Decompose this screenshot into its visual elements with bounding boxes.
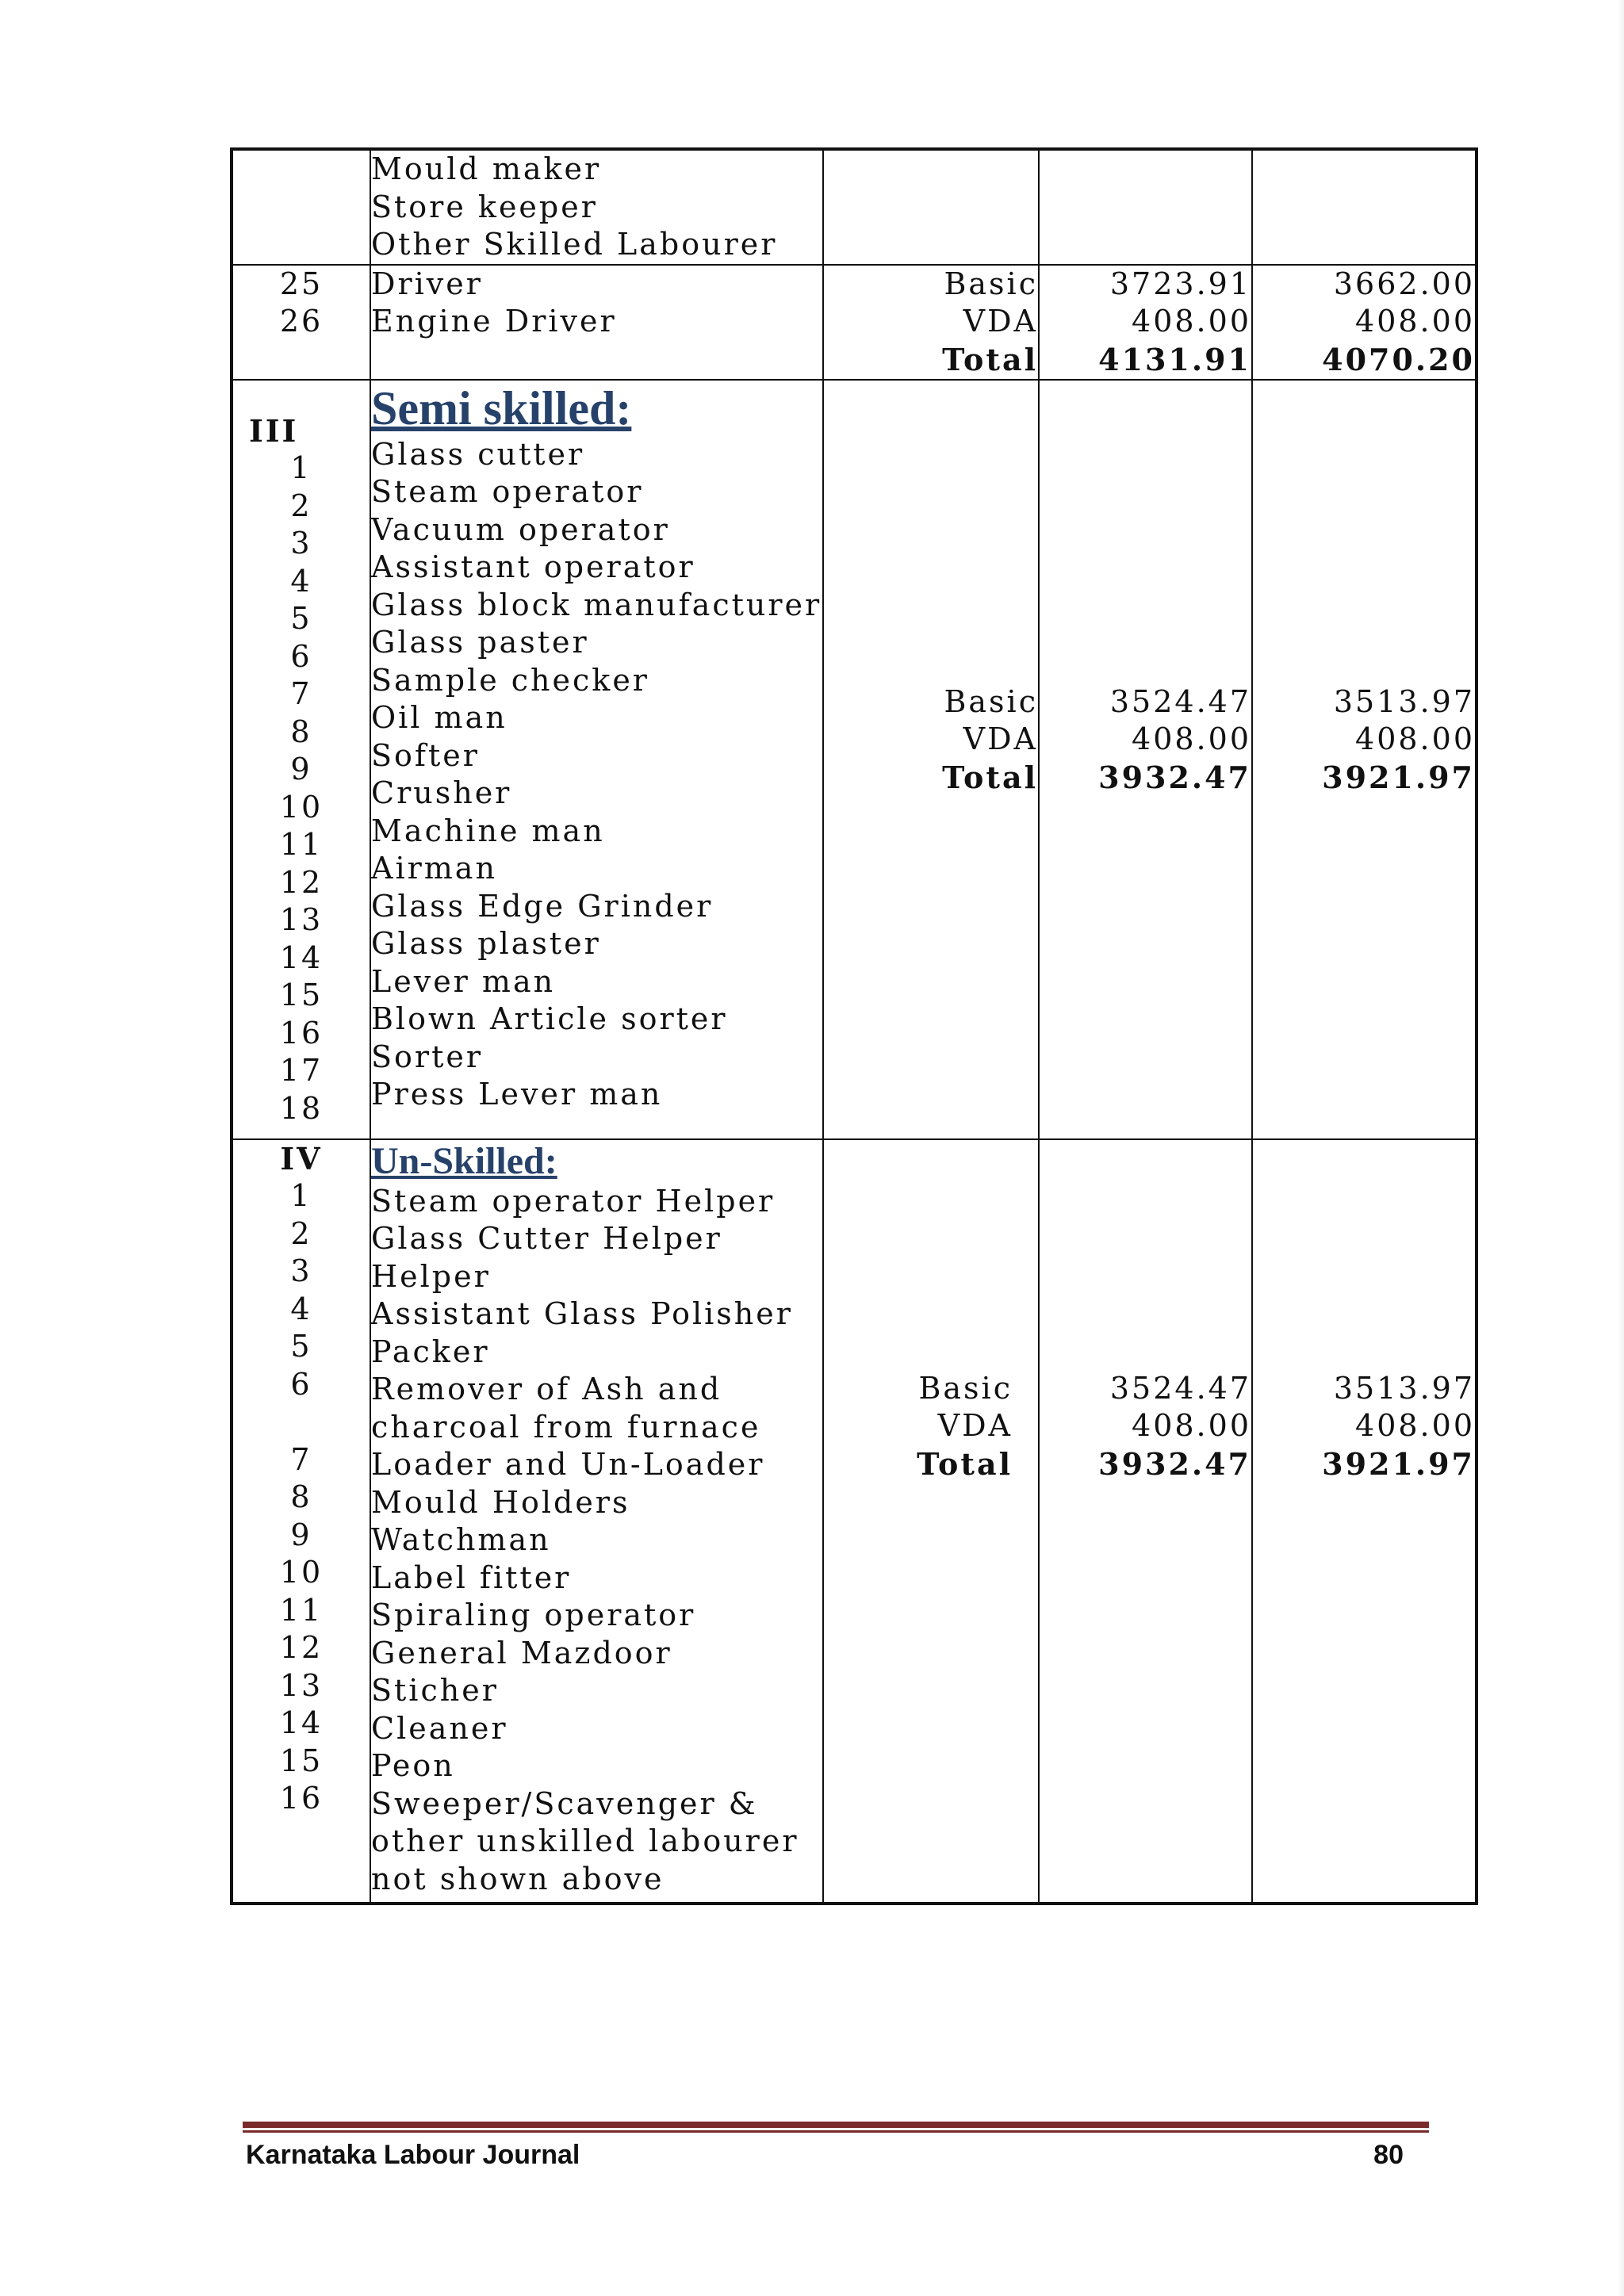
page-number: 80 [1373,2140,1404,2170]
designation: Other Skilled Labourer [371,227,778,262]
rate-basic: 3524.47 [1109,1370,1251,1406]
designation: Blown Article sorter [371,1001,728,1036]
designation-cell [370,1139,823,1904]
designation: Softer [371,737,480,773]
pay-head-total: Total [942,759,1038,795]
rate-total: 4131.91 [1098,341,1251,377]
serial-number: 3 [290,1253,312,1288]
rate-a-cell [1039,1139,1252,1904]
table-row-un-skilled [232,1139,1477,1904]
serial-number: 2 [290,1215,312,1251]
serial-number: 5 [290,1329,312,1364]
designation: Crusher [371,775,512,810]
designation-cell [370,380,823,1139]
pay-head-cell [823,1139,1039,1904]
rate-b-cell [1252,149,1477,265]
serial-number: 6 [290,638,312,674]
designation: Sorter [371,1039,483,1074]
serial-number: 6 [290,1366,312,1402]
category-heading: Un-Skilled: [371,1139,557,1182]
designation: Airman [371,851,497,886]
category-number: III [249,412,299,449]
designation: Peon [371,1748,455,1783]
wage-rate-table [230,147,1478,1905]
rate-a-cell [1039,380,1252,1139]
designation: not shown above [371,1861,665,1896]
designation: Glass cutter [371,436,585,472]
rate-a-cell [1039,149,1252,265]
serial-number: 10 [279,1555,324,1590]
designation: Sample checker [371,662,649,698]
pay-head-basic: Basic [944,683,1038,719]
serial-number: 7 [290,1441,312,1477]
designation: Engine Driver [371,304,617,339]
category-heading: Semi skilled: [371,381,632,434]
rate-total: 3921.97 [1322,1445,1475,1482]
designation: Glass plaster [371,926,601,961]
pay-head-basic: Basic [944,266,1038,301]
rate-basic: 3723.91 [1109,266,1251,301]
designation: Watchman [371,1522,551,1557]
designation: Remover of Ash and [371,1372,722,1406]
serial-number: 4 [290,1291,312,1326]
rate-b-cell [1252,380,1477,1139]
serial-number: 12 [279,864,324,900]
page-edge-shadow [1618,0,1624,2296]
rate-total: 3932.47 [1098,1445,1251,1482]
designation: Label fitter [371,1559,572,1595]
designation: Mould maker [371,151,602,186]
designation-cell [370,265,823,380]
table-row-continued [232,149,1477,265]
pay-head-total: Total [917,1445,1013,1482]
designation: Spiraling operator [371,1598,696,1632]
designation: General Mazdoor [371,1635,672,1670]
serial-number: 15 [279,1743,324,1778]
serial-number: 13 [279,902,324,937]
designation: Steam operator [371,474,644,509]
designation: Cleaner [371,1710,508,1746]
rate-vda: 408.00 [1132,1408,1251,1443]
serial-cell [232,380,370,1139]
serial-number: 3 [290,526,312,561]
serial-number: 12 [279,1630,324,1665]
serial-number: 9 [290,1517,312,1552]
rate-b-cell [1252,1139,1477,1904]
serial-cell [232,1139,370,1904]
pay-head-total: Total [942,341,1038,377]
designation: Lever man [371,963,556,999]
serial-number: 13 [279,1667,324,1703]
serial-number: 16 [279,1781,324,1816]
pay-head-cell [823,265,1039,380]
serial-number: 10 [279,789,324,825]
serial-number: 18 [279,1090,324,1126]
serial-number: 7 [290,676,312,711]
designation: Glass block manufacturer [371,587,822,622]
serial-number: 14 [279,939,324,975]
serial-number: 8 [290,1479,312,1514]
serial-number: 25 [279,266,324,301]
designation: Press Lever man [371,1077,663,1112]
serial-number: 11 [279,1592,324,1628]
serial-number: 16 [279,1015,324,1050]
table-row-semi-skilled [232,380,1477,1139]
rate-basic: 3513.97 [1333,683,1475,719]
designation: Store keeper [371,189,598,224]
designation: Steam operator Helper [371,1183,776,1219]
rate-vda: 408.00 [1355,721,1475,756]
serial-number: 4 [290,563,312,599]
rate-total: 3921.97 [1322,759,1475,795]
serial-number: 8 [290,714,312,749]
category-number: IV [280,1140,323,1177]
rate-basic: 3524.47 [1109,683,1251,719]
serial-number: 1 [290,1178,312,1213]
designation: Assistant operator [371,549,695,584]
rate-vda: 408.00 [1132,304,1251,339]
serial-cell [232,149,370,265]
pay-head-cell [823,380,1039,1139]
pay-head-cell [823,149,1039,265]
designation-cell [370,149,823,265]
spacer [233,1403,370,1441]
rate-total: 4070.20 [1322,341,1475,377]
serial-number: 2 [290,488,312,523]
serial-number: 14 [279,1705,324,1740]
designation: Assistant Glass Polisher [371,1296,793,1331]
serial-number: 26 [279,304,324,339]
serial-cell [232,265,370,380]
footer-rule-thick [243,2122,1429,2128]
designation: other unskilled labourer [371,1823,799,1858]
designation: Oil man [371,700,508,735]
serial-number: 9 [290,752,312,786]
designation: charcoal from furnace [371,1409,761,1445]
designation: Driver [371,266,483,301]
rate-total: 3932.47 [1098,759,1251,795]
designation: Vacuum operator [371,511,670,547]
designation: Sweeper/Scavenger & [371,1785,758,1821]
serial-number: 15 [279,978,324,1012]
pay-head-vda: VDA [963,721,1038,756]
pay-head-vda: VDA [963,304,1038,339]
designation: Packer [371,1334,490,1369]
rate-basic: 3662.00 [1333,266,1475,301]
serial-number: 5 [290,601,312,636]
designation: Machine man [371,813,605,848]
designation: Sticher [371,1673,499,1708]
table-row-skilled-drivers [232,265,1477,380]
serial-number: 1 [290,450,312,485]
journal-title: Karnataka Labour Journal [246,2140,580,2170]
rate-b-cell [1252,265,1477,380]
rate-basic: 3513.97 [1333,1370,1475,1406]
serial-number: 17 [279,1053,324,1088]
pay-head-vda: VDA [937,1408,1013,1443]
rate-vda: 408.00 [1355,1408,1475,1443]
pay-head-basic: Basic [918,1370,1013,1406]
rate-a-cell [1039,265,1252,380]
designation: Loader and Un-Loader [371,1447,765,1482]
designation: Glass Cutter Helper [371,1221,722,1256]
rate-vda: 408.00 [1355,304,1475,339]
designation: Helper [371,1258,491,1294]
designation: Glass Edge Grinder [371,888,714,924]
rate-vda: 408.00 [1132,721,1251,756]
designation: Glass paster [371,625,589,660]
footer-rule-thin [243,2130,1429,2133]
designation: Mould Holders [371,1484,630,1520]
serial-number: 11 [279,827,324,862]
